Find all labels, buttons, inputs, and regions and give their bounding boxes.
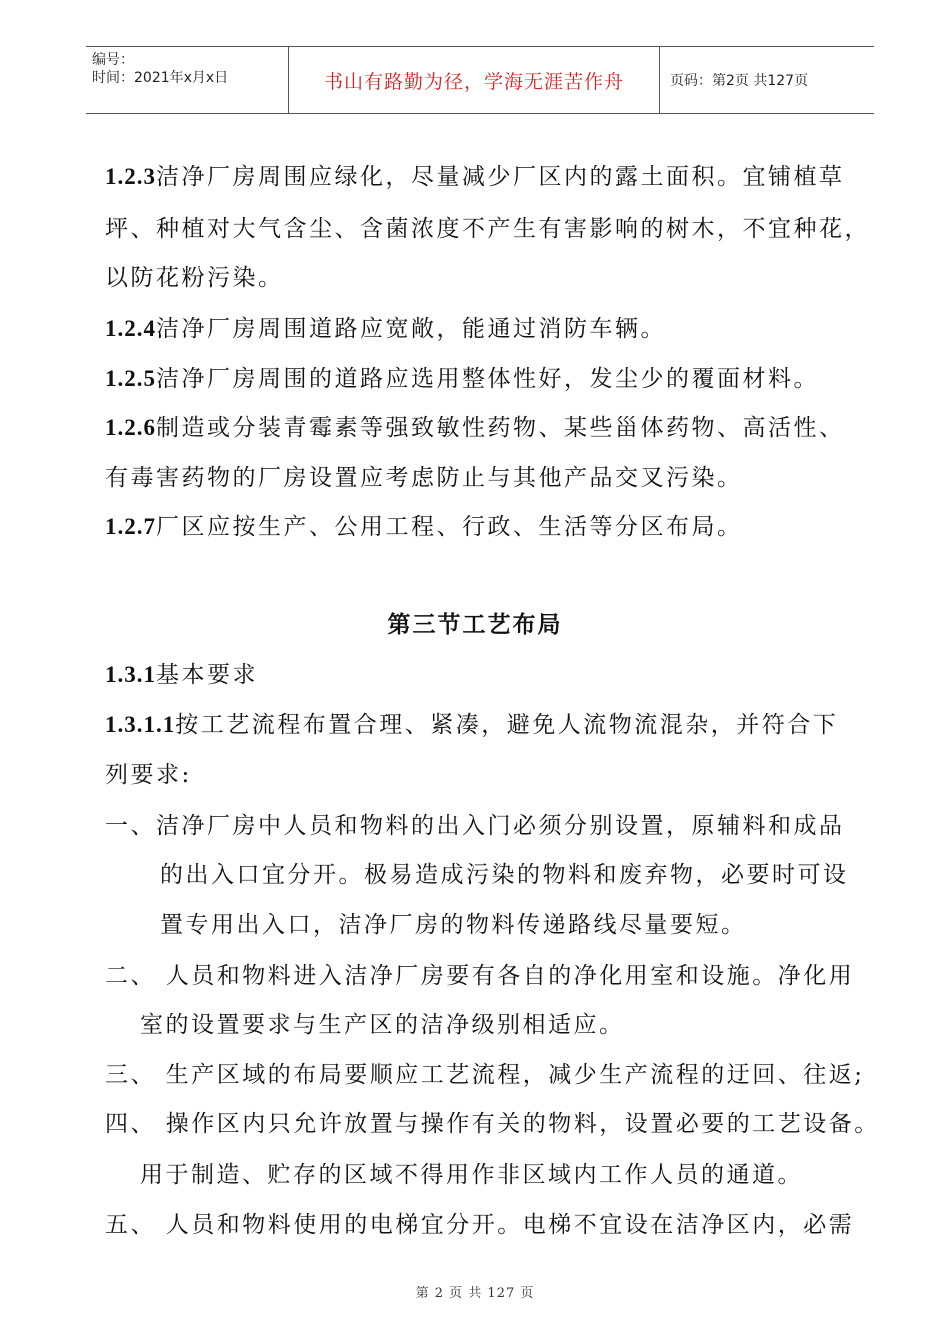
document-time-label: 时间：2021年x月x日	[92, 70, 229, 86]
page-footer: 第 2 页 共 127 页	[415, 1286, 535, 1301]
clause-text: 厂区应按生产、公用工程、行政、生活等分区布局。	[156, 514, 743, 540]
clause-text: 基本要求	[156, 662, 258, 688]
clause-text: 洁净厂房周围应绿化，尽量减少厂区内的露土面积。宜铺植草	[156, 164, 845, 190]
clause-text: 四、 操作区内只允许放置与操作有关的物料，设置必要的工艺设备。	[105, 1111, 880, 1137]
paragraph-line	[105, 310, 666, 343]
paragraph-line	[105, 158, 845, 191]
clause-text: 用于制造、贮存的区域不得用作非区域内工作人员的通道。	[140, 1162, 803, 1188]
section-line	[105, 706, 838, 739]
clause-text: 洁净厂房周围道路应宽敞，能通过消防车辆。	[156, 316, 666, 342]
section-title: 第三节工艺布局	[387, 612, 563, 638]
page-header	[86, 46, 874, 114]
paragraph-line	[105, 210, 870, 243]
clause-number: 1.3.1	[105, 662, 156, 687]
clause-text: 置专用出入口，洁净厂房的物料传递路线尽量要短。	[160, 912, 747, 938]
paragraph-line	[105, 360, 819, 393]
paragraph-line	[105, 508, 743, 541]
section-line	[105, 1105, 880, 1138]
clause-number: 1.2.3	[105, 164, 156, 189]
clause-text: 室的设置要求与生产区的洁净级别相适应。	[140, 1012, 625, 1038]
clause-text: 坪、种植对大气含尘、含菌浓度不产生有害影响的树木，不宜种花，	[105, 216, 870, 242]
clause-text: 列要求:	[105, 762, 192, 788]
clause-number: 1.2.5	[105, 366, 156, 391]
paragraph-line	[105, 259, 284, 292]
section-line	[140, 1006, 625, 1039]
clause-text: 以防花粉污染。	[105, 265, 284, 291]
section-line	[105, 1206, 854, 1239]
paragraph-line	[105, 409, 845, 442]
section-line	[140, 1156, 803, 1189]
clause-text: 五、 人员和物料使用的电梯宜分开。电梯不宜设在洁净区内，必需	[105, 1212, 855, 1238]
section-line	[105, 1056, 865, 1089]
section-line	[160, 906, 747, 939]
clause-text: 有毒害药物的厂房设置应考虑防止与其他产品交叉污染。	[105, 465, 743, 491]
clause-text: 的出入口宜分开。极易造成污染的物料和废弃物，必要时可设	[160, 862, 849, 888]
section-line	[105, 656, 258, 689]
header-meta	[86, 47, 288, 113]
document-number-label: 编号：	[92, 52, 134, 68]
clause-number: 1.3.1.1	[105, 712, 176, 737]
clause-text: 按工艺流程布置合理、紧凑，避免人流物流混杂，并符合下	[175, 712, 839, 738]
clause-text: 洁净厂房周围的道路应选用整体性好，发尘少的覆面材料。	[156, 366, 819, 392]
paragraph-line	[105, 459, 743, 492]
header-page-info: 页码：第2页 共127页	[670, 73, 809, 89]
clause-text: 一、洁净厂房中人员和物料的出入门必须分别设置，原辅料和成品	[105, 813, 845, 839]
clause-number: 1.2.6	[105, 415, 156, 440]
section-line	[105, 807, 845, 840]
header-motto: 书山有路勤为径，学海无涯苦作舟	[288, 47, 660, 113]
section-line	[105, 756, 192, 789]
clause-text: 二、 人员和物料进入洁净厂房要有各自的净化用室和设施。净化用	[105, 963, 855, 989]
clause-number: 1.2.7	[105, 514, 156, 539]
section-line	[160, 856, 849, 889]
clause-text: 三、 生产区域的布局要顺应工艺流程，减少生产流程的迂回、往返;	[105, 1062, 865, 1088]
clause-text: 制造或分装青霉素等强致敏性药物、某些甾体药物、高活性、	[156, 415, 845, 441]
section-line	[105, 957, 854, 990]
clause-number: 1.2.4	[105, 316, 156, 341]
